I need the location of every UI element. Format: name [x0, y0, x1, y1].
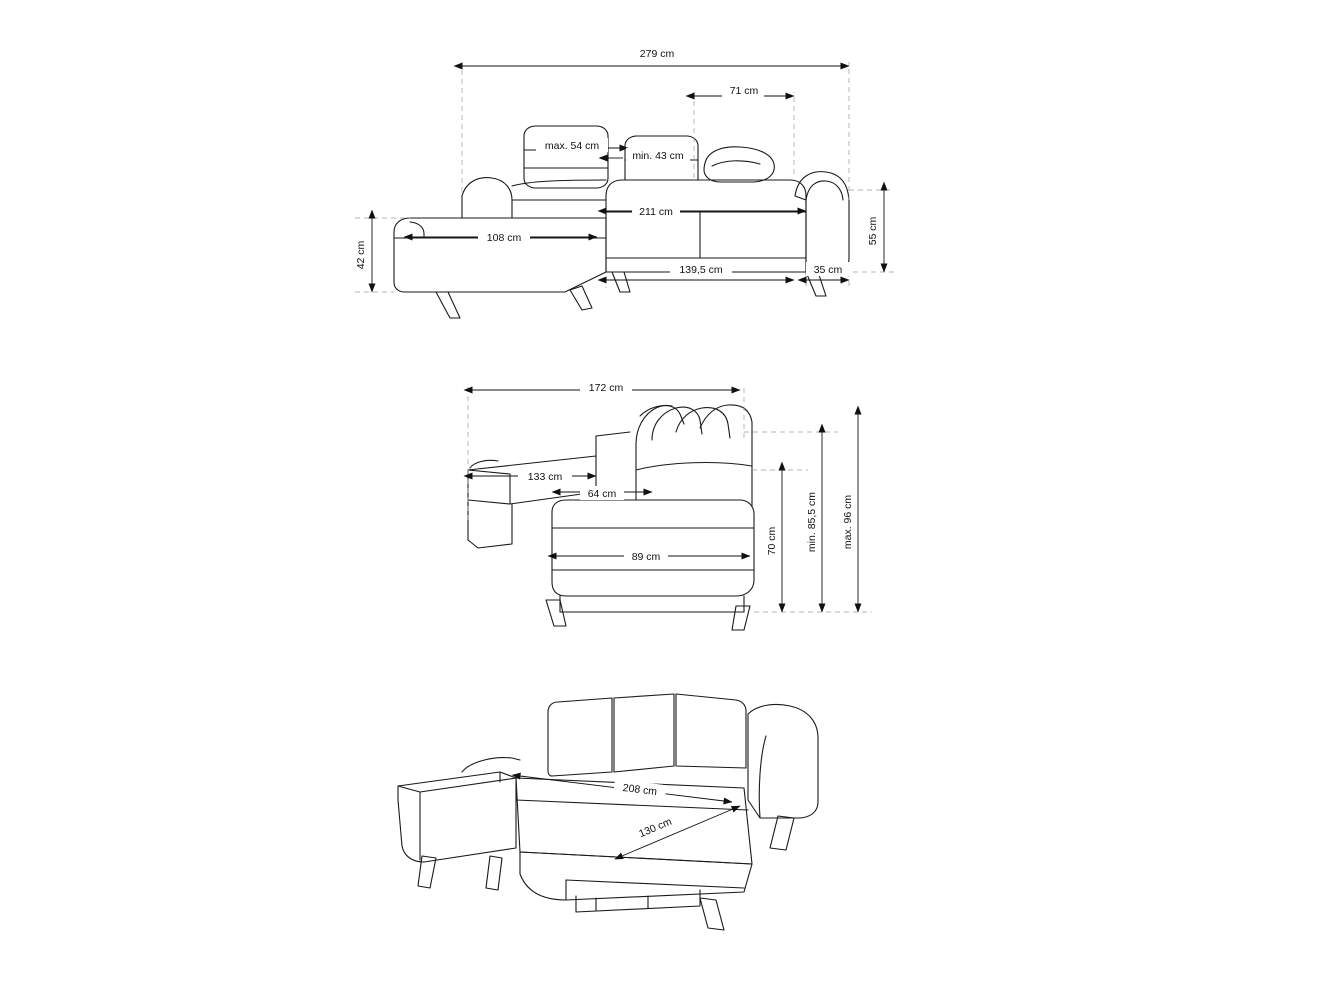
bed-sofa-outline — [398, 694, 818, 930]
dim-backrest-height-label: 55 cm — [867, 216, 879, 246]
dim-headrest-width-label: 71 cm — [729, 85, 759, 97]
dim-headrest-max-label: max. 54 cm — [544, 140, 600, 152]
dim-headrest-min-label: min. 43 cm — [632, 150, 684, 162]
view-side — [468, 380, 872, 630]
side-sofa-outline — [468, 405, 754, 630]
dim-armrest-width-label: 35 cm — [813, 264, 843, 276]
dim-seat-depth-label: 64 cm — [587, 488, 617, 500]
dim-chaise-seat-width-label: 108 cm — [486, 232, 522, 244]
dim-total-width-label: 279 cm — [639, 48, 675, 60]
dim-sofa-depth-label: 89 cm — [631, 551, 661, 563]
dim-bed-width-label: 130 cm — [637, 815, 674, 841]
dim-total-height-min-label: min. 85,5 cm — [806, 491, 818, 553]
dim-chaise-depth-label: 133 cm — [527, 471, 563, 483]
dim-total-depth-label: 172 cm — [588, 382, 624, 394]
dim-seat-height-label: 42 cm — [355, 240, 367, 270]
view-front — [355, 46, 894, 318]
dim-sleeping-width-front-label: 139,5 cm — [679, 264, 723, 276]
dim-back-height-70-label: 70 cm — [766, 526, 778, 556]
dim-seat-width-sofa-label: 211 cm — [639, 206, 673, 218]
view-bed — [398, 694, 818, 930]
dim-bed-length-label: 208 cm — [622, 781, 658, 799]
dim-total-height-max-label: max. 96 cm — [842, 494, 854, 550]
